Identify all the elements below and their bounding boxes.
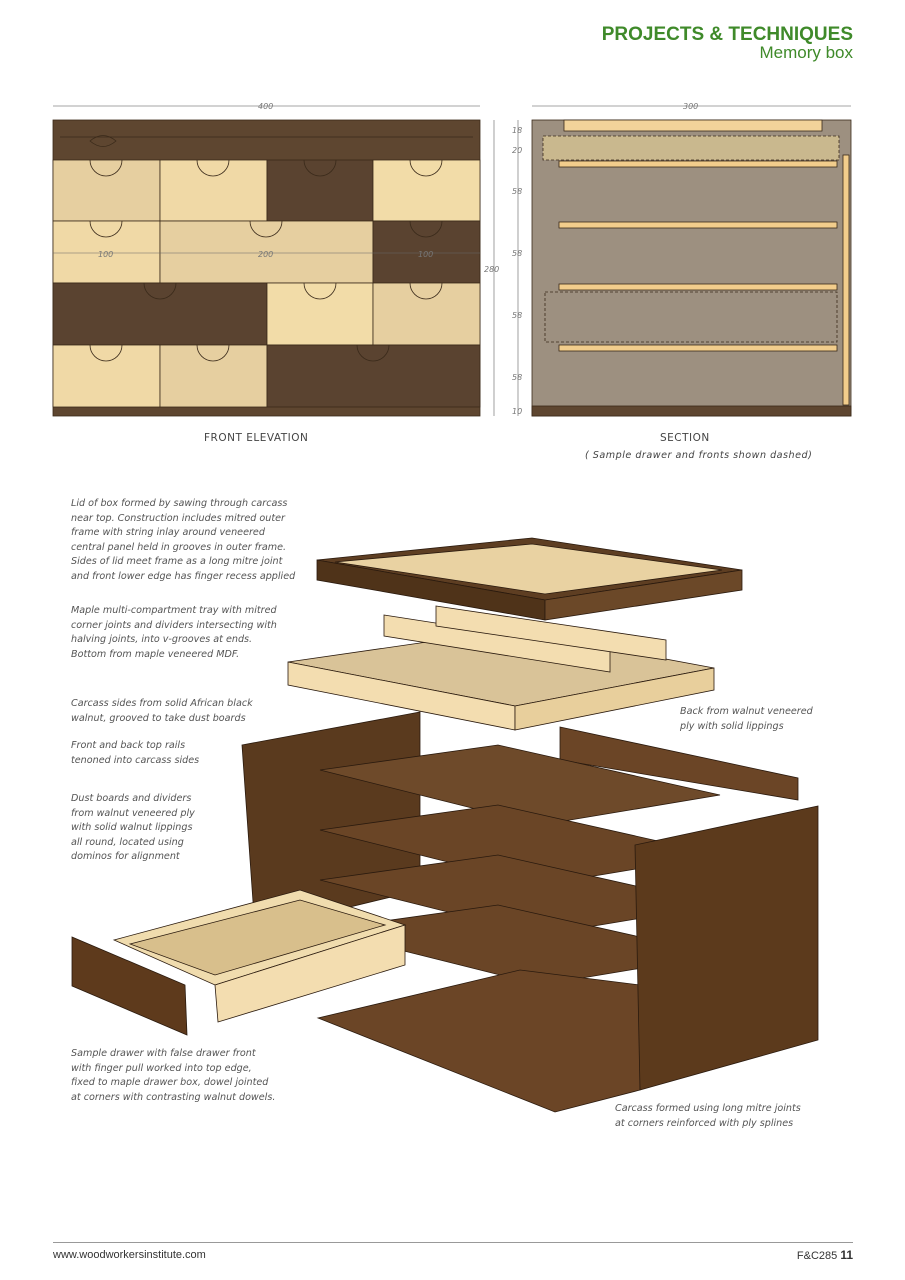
annotation-carcass-mitre: Carcass formed using long mitre joints at corners reinforced with ply splines: [615, 1103, 801, 1129]
section-subcaption: ( Sample drawer and fronts shown dashed): [585, 450, 813, 461]
annotation-lid: Lid of box formed by sawing through carcass near top. Construction includes mitred outer frame with string inlay around veneered central panel held in grooves in outer frame. Sides of lid meet frame as a long mitre joint and front lower edge has finger recess applied: [71, 498, 296, 582]
section-caption: SECTION: [660, 432, 710, 444]
height-dimension: 58: [512, 311, 523, 320]
annotation-top-rails: Front and back top rails tenoned into carcass sides: [71, 740, 200, 766]
drawer-dimension: 100: [98, 250, 114, 259]
footer-issue: [797, 1248, 853, 1262]
front-elevation-caption: FRONT ELEVATION: [204, 432, 309, 444]
annotation-sample-drawer: Sample drawer with false drawer front with finger pull worked into top edge, fixed to maple drawer box, dowel jointed at corners with contrasting walnut dowels.: [71, 1048, 276, 1103]
page-number: 11: [840, 1248, 853, 1262]
height-dimension: 18: [512, 126, 523, 135]
height-dimension: 58: [512, 373, 523, 382]
drawer-fronts: [53, 160, 480, 407]
drawer-dimension: 200: [258, 250, 274, 259]
footer-website-link[interactable]: www.woodworkersinstitute.com: [53, 1249, 206, 1261]
annotation-back: Back from walnut veneered ply with solid lippings: [680, 706, 813, 732]
height-dimension: 280: [484, 265, 500, 274]
annotation-tray: Maple multi-compartment tray with mitred corner joints and dividers intersecting with halving joints, into v-grooves at ends. Bottom from maple veneered MDF.: [71, 605, 277, 660]
width-dimension: 300: [683, 102, 699, 111]
annotation-dust-boards: Dust boards and dividers from walnut veneered ply with solid walnut lippings all round, located using dominos for alignment: [71, 793, 195, 862]
article-title: Memory box: [759, 43, 853, 62]
footer-divider: [53, 1242, 853, 1243]
drawer-dimension: 100: [418, 250, 434, 259]
section-drawing: [518, 106, 851, 416]
height-dimension: 20: [512, 146, 523, 155]
height-dimension: 58: [512, 249, 523, 258]
section-heading: PROJECTS & TECHNIQUES: [601, 24, 853, 45]
annotation-carcass-sides: Carcass sides from solid African black walnut, grooved to take dust boards: [71, 698, 253, 724]
issue-number: F&C285: [796, 1250, 838, 1262]
width-dimension: 400: [258, 102, 274, 111]
height-dimension: 10: [512, 407, 523, 416]
front-elevation-drawing: [53, 106, 494, 416]
height-dimension: 58: [512, 187, 523, 196]
